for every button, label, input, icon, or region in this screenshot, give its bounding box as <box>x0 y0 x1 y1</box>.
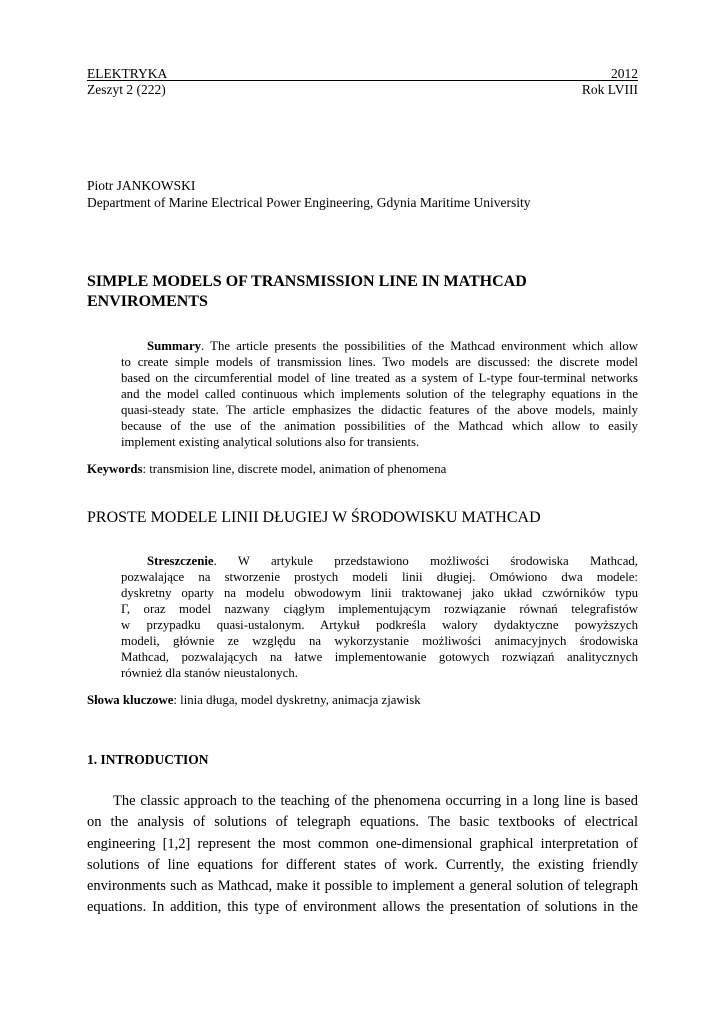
section-heading: 1. INTRODUCTION <box>87 752 209 767</box>
summary-abstract <box>121 338 638 450</box>
author-name: Piotr JANKOWSKI <box>87 178 196 193</box>
streszczenie-abstract <box>121 553 638 681</box>
title-line: ENVIROMENTS <box>87 293 208 310</box>
keywords-text: : transmision line, discrete model, animation of phenomena <box>142 462 447 476</box>
journal-year: 2012 <box>611 66 638 81</box>
polish-title: PROSTE MODELE LINII DŁUGIEJ W ŚRODOWISKU MATHCAD <box>87 509 541 526</box>
journal-volume: Rok LVIII <box>581 82 638 97</box>
streszczenie-line: Streszczenie. W artykule przedstawiono możliwości środowiska Mathcad, <box>147 554 638 568</box>
slowa-text: : linia długa, model dyskretny, animacja zjawisk <box>173 693 421 707</box>
streszczenie-line: również dla stanów nieustalonych. <box>121 666 298 680</box>
streszczenie-line: Mathcad, pozwalających na łatwe implementowanie gotowych rozwiązań analitycznych <box>121 650 638 664</box>
streszczenie-line: dyskretny oparty na modelu obwodowym linii traktowanej jako układ czwórników typu <box>121 586 638 600</box>
keywords <box>87 462 446 477</box>
streszczenie-line: w przypadku quasi-ustalonym. Artykuł podkreśla walory dydaktyczne powyższych <box>121 618 638 632</box>
body-line: on the analysis of solutions of telegraph equations. The basic textbooks of electrical <box>87 814 638 831</box>
slowa-label: Słowa kluczowe <box>87 693 174 707</box>
slowa-kluczowe <box>87 693 421 708</box>
streszczenie-line: pozwalające na stworzenie prostych modeli linii długiej. Omówiono dwa modele: <box>121 570 638 584</box>
author-affiliation: Department of Marine Electrical Power Engineering, Gdynia Maritime University <box>87 195 531 210</box>
streszczenie-line: Γ, oraz model nazwany ciągłym implementującym rozwiązanie równań telegrafistów <box>121 602 638 616</box>
streszczenie-label: Streszczenie <box>147 554 214 568</box>
body-line: The classic approach to the teaching of the phenomena occurring in a long line is based <box>113 793 638 809</box>
summary-line: quasi-steady state. The article emphasizes the didactic features of the above models, mainly <box>121 403 638 417</box>
summary-line: to create simple models of transmission lines. Two models are discussed: the discrete model <box>121 355 638 369</box>
streszczenie-line: modeli, głównie ze względu na wykorzystanie możliwości animacyjnych środowiska <box>121 634 638 648</box>
journal-name: ELEKTRYKA <box>87 66 168 81</box>
journal-issue: Zeszyt 2 (222) <box>87 82 166 97</box>
body-line: solutions of line equations for different states of work. Currently, the existing friendly <box>87 856 638 873</box>
summary-line: and the model called continuous which implements solution of the telegraphy equations in the <box>121 387 638 401</box>
summary-line: based on the circumferential model of line treated as a system of L-type four-terminal networks <box>121 371 638 385</box>
summary-line: implement existing analytical solutions also for transients. <box>121 435 420 449</box>
summary-line: because of the use of the animation possibilities of the Mathcad which allow to easily <box>121 419 638 433</box>
title-line: SIMPLE MODELS OF TRANSMISSION LINE IN MATHCAD <box>87 273 527 290</box>
running-header-bottom <box>87 82 638 98</box>
body-line: engineering [1,2] represent the most common one-dimensional graphical interpretation of <box>87 835 638 852</box>
introduction-body <box>87 791 638 919</box>
keywords-label: Keywords <box>87 462 143 476</box>
summary-label: Summary <box>147 339 202 353</box>
header-rule <box>87 80 638 81</box>
body-line: environments such as Mathcad, make it possible to implement a general solution of telegraph <box>87 878 638 895</box>
paper-title <box>87 272 647 312</box>
body-line: equations. In addition, this type of environment allows the presentation of solutions in the <box>87 899 638 916</box>
summary-line: Summary. The article presents the possibilities of the Mathcad environment which allow <box>147 339 638 353</box>
